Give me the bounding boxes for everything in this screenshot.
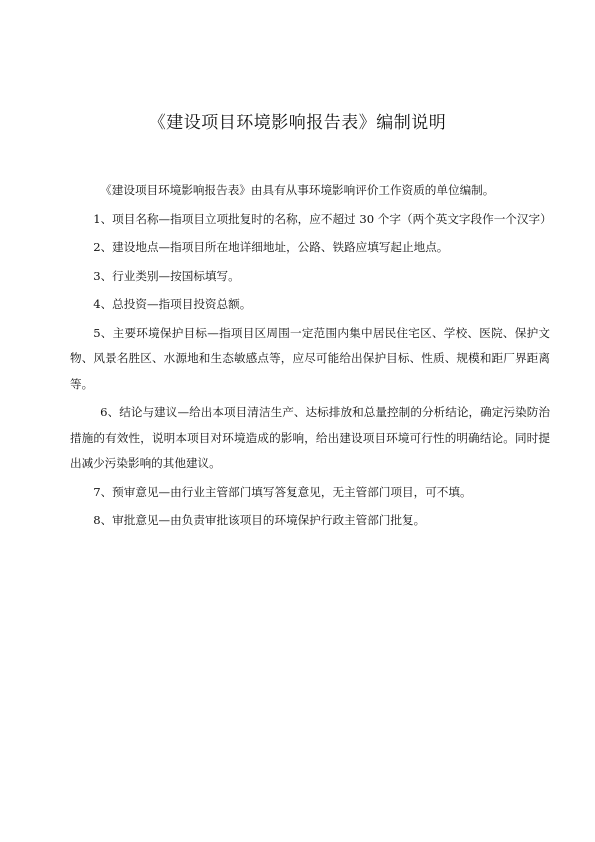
item-construction-site: 2、建设地点—指项目所在地详细地址，公路、铁路应填写起止地点。 xyxy=(93,240,449,254)
item-project-name: 1、项目名称—指项目立项批复时的名称，应不超过 30 个字（两个英文字段作一个汉字） xyxy=(93,211,552,226)
item-total-investment: 4、总投资—指项目投资总额。 xyxy=(93,297,252,311)
item-conclusions: 6、结论与建议—给出本项目清洁生产、达标排放和总量控制的分析结论，确定污染防治措施的有效性，说明本项目对环境造成的影响，给出建设项目环境可行性的明确结论。同时提出减少污染影响的其他建议。 xyxy=(70,405,550,470)
item-protection-targets: 5、主要环境保护目标—指项目区周围一定范围内集中居民住宅区、学校、医院、保护文物、风景名胜区、水源地和生态敏感点等，应尽可能给出保护目标、性质、规模和距厂界距离等。 xyxy=(70,325,550,391)
document-title: 《建设项目环境影响报告表》编制说明 xyxy=(148,113,447,133)
intro-paragraph: 《建设项目环境影响报告表》由具有从事环境影响评价工作资质的单位编制。 xyxy=(100,183,495,197)
document-body xyxy=(70,178,550,537)
item-industry-category: 3、行业类别—按国标填写。 xyxy=(93,268,240,283)
item-preliminary-review: 7、预审意见—由行业主管部门填写答复意见，无主管部门项目，可不填。 xyxy=(93,484,472,499)
item-approval-opinion: 8、审批意见—由负责审批该项目的环境保护行政主管部门批复。 xyxy=(93,513,426,527)
